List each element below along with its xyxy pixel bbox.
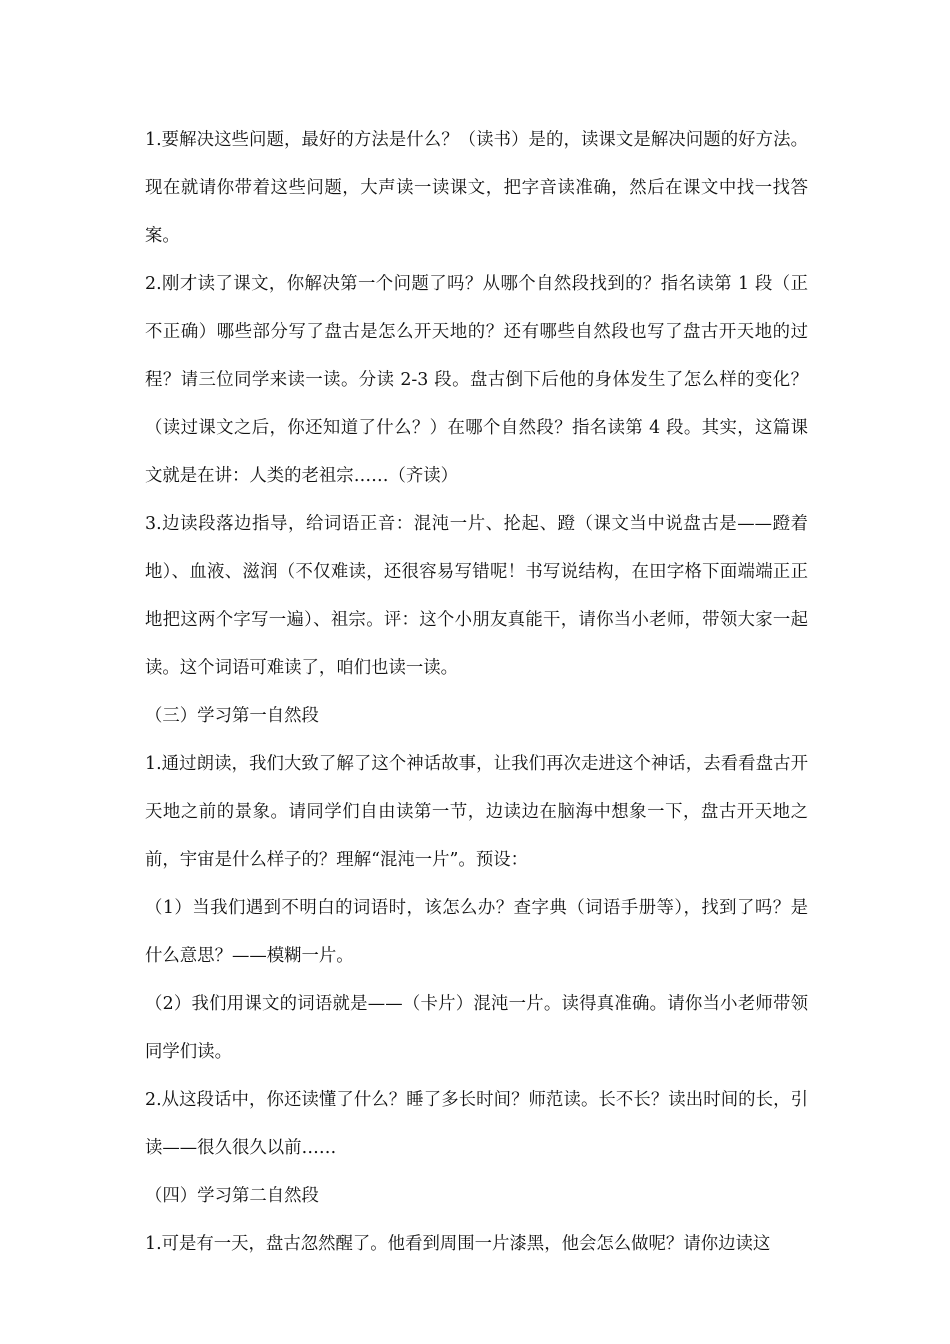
paragraph-4: 1.通过朗读，我们大致了解了这个神话故事，让我们再次走进这个神话，去看看盘古开天地之前的景象。请同学们自由读第一节，边读边在脑海中想象一下，盘古开天地之前，宇宙是什么样子的？理解“混沌一片”。预设： bbox=[145, 754, 808, 870]
document-page bbox=[145, 116, 808, 1268]
paragraph-3: 3.边读段落边指导，给词语正音：混沌一片、抡起、蹬（课文当中说盘古是——蹬着地）、血液、滋润（不仅难读，还很容易写错呢！书写说结构，在田字格下面端端正正地把这两个字写一遍）、祖宗。评：这个小朋友真能干，请你当小老师，带领大家一起读。这个词语可难读了，咱们也读一读。 bbox=[145, 514, 808, 678]
paragraph-6: （2）我们用课文的词语就是——（卡片）混沌一片。读得真准确。请你当小老师带领同学们读。 bbox=[145, 994, 808, 1062]
paragraph-1: 1.要解决这些问题，最好的方法是什么？（读书）是的，读课文是解决问题的好方法。现在就请你带着这些问题，大声读一读课文，把字音读准确，然后在课文中找一找答案。 bbox=[145, 130, 808, 246]
section-heading-3: （三）学习第一自然段 bbox=[145, 706, 319, 726]
paragraph-5: （1）当我们遇到不明白的词语时，该怎么办？查字典（词语手册等），找到了吗？是什么意思？——模糊一片。 bbox=[145, 898, 808, 966]
paragraph-2: 2.刚才读了课文，你解决第一个问题了吗？从哪个自然段找到的？指名读第 1 段（正不正确）哪些部分写了盘古是怎么开天地的？还有哪些自然段也写了盘古开天地的过程？请三位同学来读一读。分读 2-3 段。盘古倒下后他的身体发生了怎么样的变化？（读过课文之后，你还知道了什么？）在哪个自然段？指名读第 4 段。其实，这篇课文就是在讲：人类的老祖宗……（齐读） bbox=[145, 274, 808, 486]
paragraph-8: 1.可是有一天，盘古忽然醒了。他看到周围一片漆黑，他会怎么做呢？请你边读这 bbox=[145, 1234, 771, 1254]
section-heading-4: （四）学习第二自然段 bbox=[145, 1186, 319, 1206]
paragraph-7: 2.从这段话中，你还读懂了什么？睡了多长时间？师范读。长不长？读出时间的长，引读——很久很久以前…… bbox=[145, 1090, 808, 1158]
